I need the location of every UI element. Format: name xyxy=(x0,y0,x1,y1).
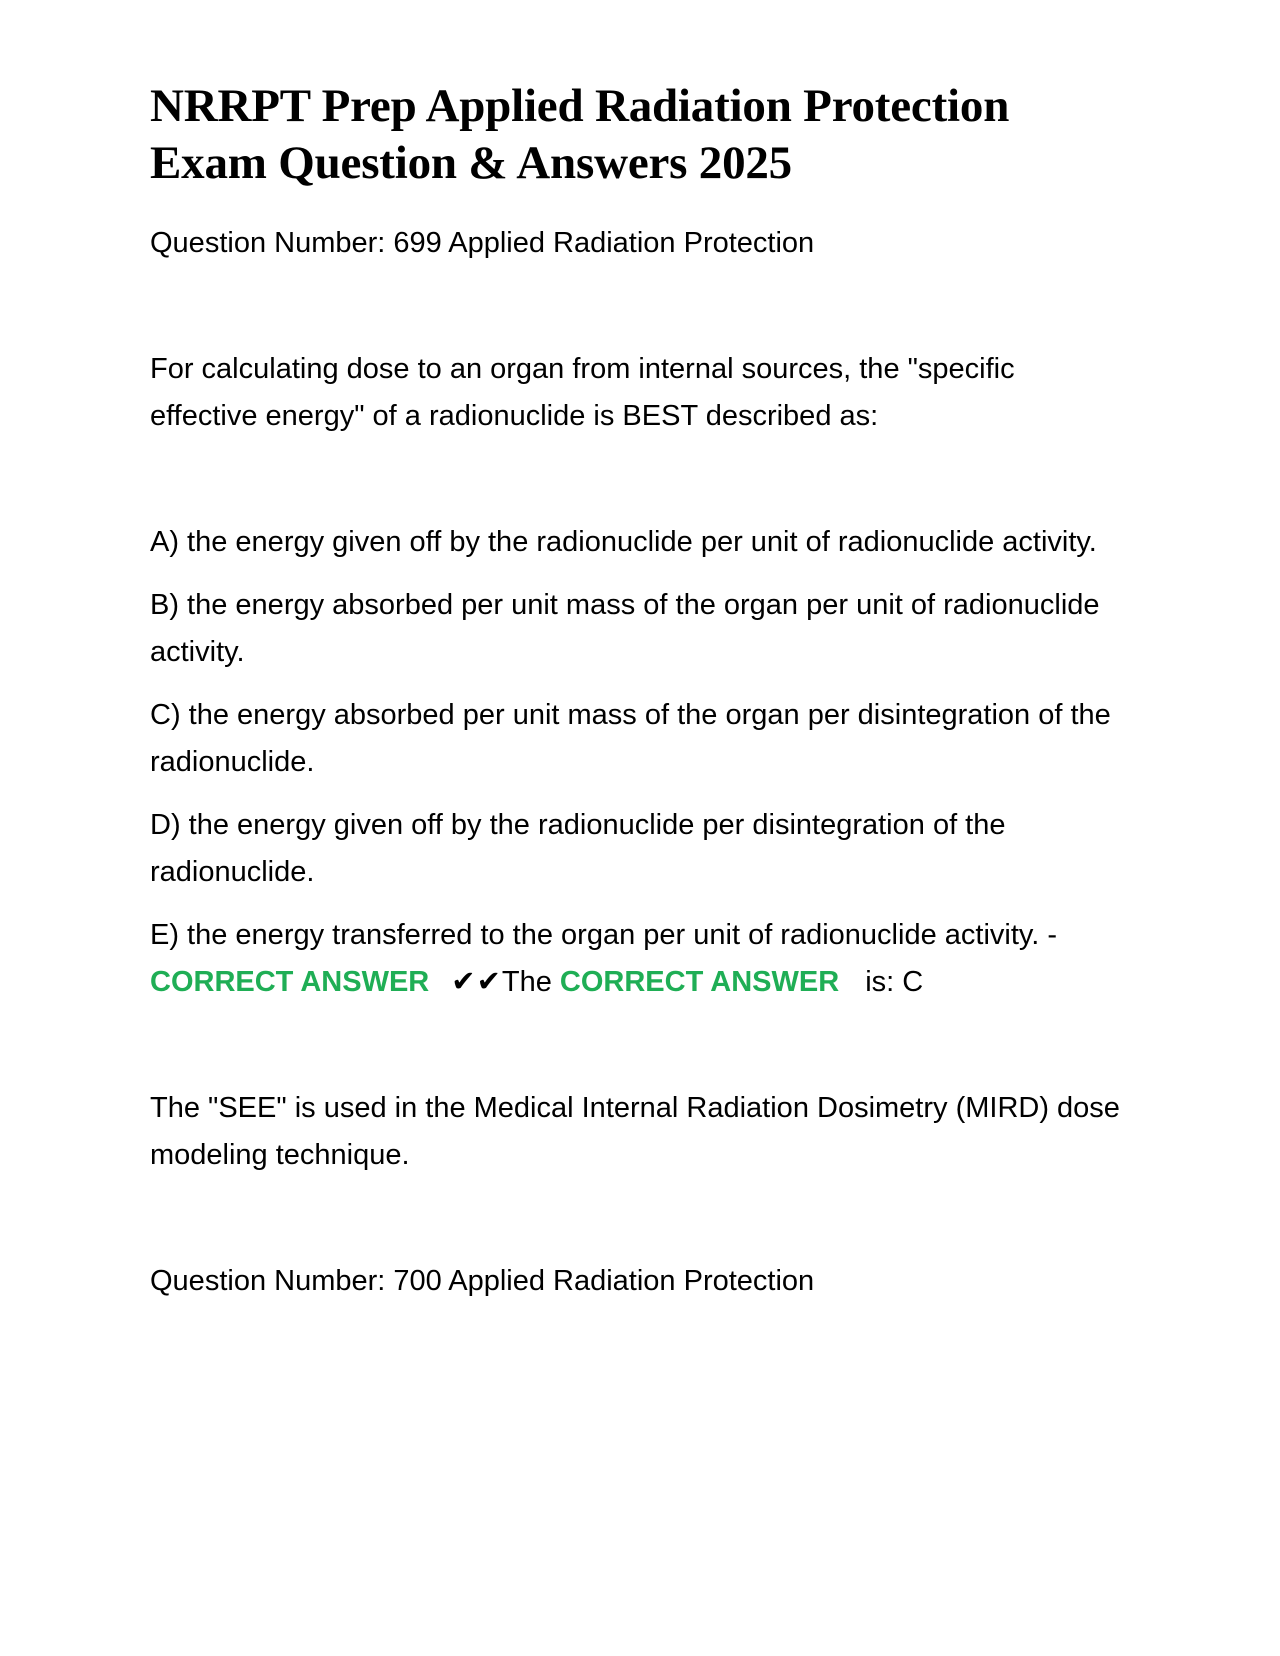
option-e: E) the energy transferred to the organ per unit of radionuclide activity. - xyxy=(150,919,1058,951)
document-title: NRRPT Prep Applied Radiation Protection Exam Question & Answers 2025 xyxy=(150,80,1010,189)
option-e-with-answer xyxy=(150,912,1130,1006)
option-d: D) the energy given off by the radionuclide per disintegration of the radionuclide. xyxy=(150,809,1006,888)
answer-explanation: The "SEE" is used in the Medical Internal Radiation Dosimetry (MIRD) dose modeling technique. xyxy=(150,1092,1120,1171)
correct-answer-label: CORRECT ANSWER xyxy=(150,966,430,998)
double-check-icon: ✔✔ xyxy=(451,966,502,998)
option-c: C) the energy absorbed per unit mass of the organ per disintegration of the radionuclide. xyxy=(150,699,1111,778)
question-number-699: Question Number: 699 Applied Radiation Protection xyxy=(150,227,815,259)
option-b: B) the energy absorbed per unit mass of the organ per unit of radionuclide activity. xyxy=(150,589,1100,668)
question-number-700: Question Number: 700 Applied Radiation Protection xyxy=(150,1265,815,1297)
question-text: For calculating dose to an organ from internal sources, the "specific effective energy" of a radionuclide is BEST described as: xyxy=(150,353,1015,432)
option-a: A) the energy given off by the radionuclide per unit of radionuclide activity. xyxy=(150,526,1097,558)
document-content xyxy=(150,78,1130,1305)
correct-answer-label-2: CORRECT ANSWER xyxy=(559,966,840,998)
answer-the-word: The xyxy=(501,966,552,998)
answer-value: is: C xyxy=(865,966,924,998)
